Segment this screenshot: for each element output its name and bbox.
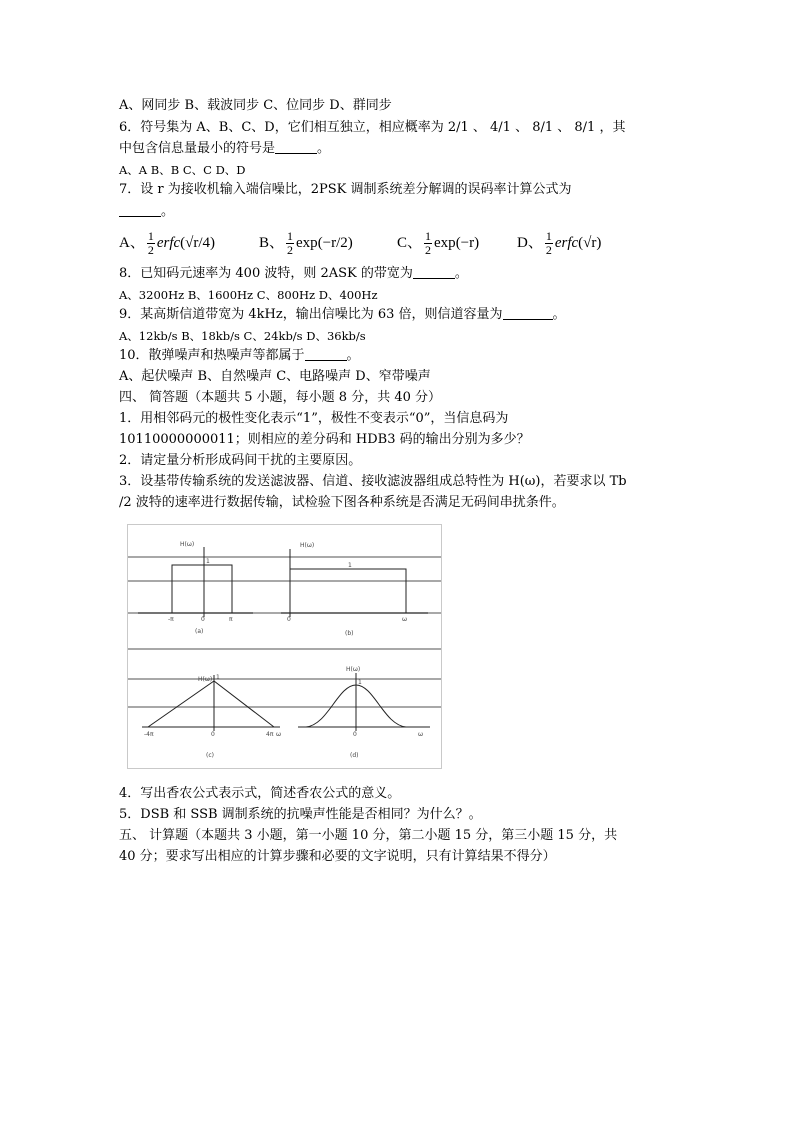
q8-text-label: 8．已知码元速率为 400 波特，则 2ASK 的带宽为 — [119, 266, 413, 281]
label-a-xr: π — [229, 616, 233, 623]
option-b — [259, 230, 353, 257]
section-5-heading-cont: 40 分；要求写出相应的计算步骤和必要的文字说明，只有计算结果不得分） — [119, 849, 556, 864]
q7-text: 7．设 r 为接收机输入端信噪比，2PSK 调制系统差分解调的误码率计算公式为 — [119, 182, 572, 197]
answer-blank — [119, 203, 161, 217]
curve-a — [172, 565, 232, 613]
numerator: 1 — [425, 229, 432, 243]
label-c-cap: (c) — [206, 752, 214, 759]
label-c-xl: -4π — [144, 731, 154, 738]
label-a-xl: -π — [168, 616, 174, 623]
q6-options: A、A B、B C、C D、D — [119, 163, 246, 177]
label-d-x0: 0 — [353, 731, 357, 738]
label-d-cap: (d) — [350, 752, 359, 759]
label-d-value: 1 — [358, 679, 362, 686]
option-label: A、 — [119, 234, 145, 251]
numerator: 1 — [287, 229, 294, 243]
label-c-axis: ω — [276, 731, 282, 738]
option-a — [119, 230, 215, 257]
q7-text-cont — [119, 202, 174, 222]
function-arg: (√r) — [578, 234, 602, 251]
q8-options: A、3200Hz B、1600Hz C、800Hz D、400Hz — [119, 288, 378, 302]
function-name: exp — [434, 234, 456, 251]
answer-blank — [275, 140, 317, 154]
period: 。 — [161, 204, 175, 219]
q10-text — [119, 346, 360, 366]
label-a-cap: (a) — [195, 628, 204, 635]
q10-text-label: 10．散弹噪声和热噪声等都属于 — [119, 348, 305, 363]
label-a-value: 1 — [206, 558, 210, 565]
q8-text — [119, 264, 468, 284]
function-arg: (−r) — [455, 234, 480, 251]
label-b-xr: ω — [402, 616, 408, 623]
answer-blank — [305, 347, 347, 361]
denominator: 2 — [425, 243, 432, 257]
option-label: C、 — [397, 234, 423, 251]
label-b-cap: (b) — [345, 630, 354, 637]
curve-c — [148, 681, 274, 727]
period: 。 — [454, 266, 468, 281]
period: 。 — [552, 307, 566, 322]
option-label: B、 — [259, 234, 285, 251]
label-d-axis: ω — [418, 731, 424, 738]
period: 。 — [346, 348, 360, 363]
option-d — [517, 230, 601, 257]
label-c-ylabel: H(ω) — [198, 676, 213, 683]
label-c-x0: 0 — [211, 731, 215, 738]
numerator: 1 — [545, 229, 552, 243]
function-arg: (−r/2) — [317, 234, 353, 251]
q5-options: A、网同步 B、载波同步 C、位同步 D、群同步 — [119, 98, 392, 113]
denominator: 2 — [545, 243, 552, 257]
sq4-text: 4．写出香农公式表示式，简述香农公式的意义。 — [119, 786, 401, 801]
curve-b — [290, 569, 406, 613]
function-name: erfc — [156, 234, 181, 251]
numerator: 1 — [147, 229, 154, 243]
q6-text-cont-label: 中包含信息量最小的符号是 — [119, 141, 276, 156]
denominator: 2 — [147, 243, 154, 257]
sq2-text: 2．请定量分析形成码间干扰的主要原因。 — [119, 453, 362, 468]
label-b-xl: 0 — [287, 616, 291, 623]
answer-blank — [503, 306, 553, 320]
answer-blank — [413, 265, 455, 279]
denominator: 2 — [287, 243, 294, 257]
q6-text: 6．符号集为 A、B、C、D，它们相互独立，相应概率为 2/1 、 4/1 、 8/1 、 8/1 ，其 — [119, 120, 626, 135]
sq3-text: 3．设基带传输系统的发送滤波器、信道、接收滤波器组成总特性为 H(ω)，若要求以 Tb — [119, 474, 627, 489]
function-name: exp — [296, 234, 318, 251]
fraction — [147, 230, 155, 257]
q9-text-label: 9．某高斯信道带宽为 4kHz，输出信噪比为 63 倍，则信道容量为 — [119, 307, 503, 322]
label-c-xr: 4π — [266, 731, 274, 738]
figure-graphics — [128, 525, 441, 768]
q9-text — [119, 305, 566, 325]
label-d-ylabel: H(ω) — [346, 666, 361, 673]
transfer-function-figure — [127, 524, 442, 769]
sq1-text-cont: 10110000000011；则相应的差分码和 HDB3 码的输出分别为多少？ — [119, 432, 530, 447]
option-c — [397, 230, 479, 257]
option-label: D、 — [517, 234, 543, 251]
function-name: erfc — [554, 234, 579, 251]
section-4-heading: 四、 简答题（本题共 5 小题，每小题 8 分，共 40 分） — [119, 390, 442, 405]
q7-formula-options — [119, 222, 639, 258]
label-c-value: 1 — [216, 674, 220, 681]
q9-options: A、12kb/s B、18kb/s C、24kb/s D、36kb/s — [119, 329, 366, 343]
label-a-x0: 0 — [201, 616, 205, 623]
fraction — [286, 230, 294, 257]
function-arg: (√r/4) — [180, 234, 216, 251]
label-a-ylabel: H(ω) — [180, 541, 195, 548]
sq5-text: 5．DSB 和 SSB 调制系统的抗噪声性能是否相同？为什么？。 — [119, 807, 482, 822]
fraction — [424, 230, 432, 257]
section-5-heading: 五、 计算题（本题共 3 小题，第一小题 10 分，第二小题 15 分，第三小题 15 分，共 — [119, 828, 618, 843]
label-b-ylabel: H(ω) — [300, 542, 315, 549]
q10-options: A、起伏噪声 B、自然噪声 C、电路噪声 D、窄带噪声 — [119, 369, 431, 384]
period: 。 — [317, 141, 331, 156]
label-b-value: 1 — [348, 562, 352, 569]
fraction — [545, 230, 553, 257]
q6-text-cont — [119, 139, 330, 159]
sq3-text-cont: /2 波特的速率进行数据传输，试检验下图各种系统是否满足无码间串扰条件。 — [119, 495, 565, 510]
sq1-text: 1．用相邻码元的极性变化表示“1”，极性不变表示“0”，当信息码为 — [119, 411, 509, 426]
